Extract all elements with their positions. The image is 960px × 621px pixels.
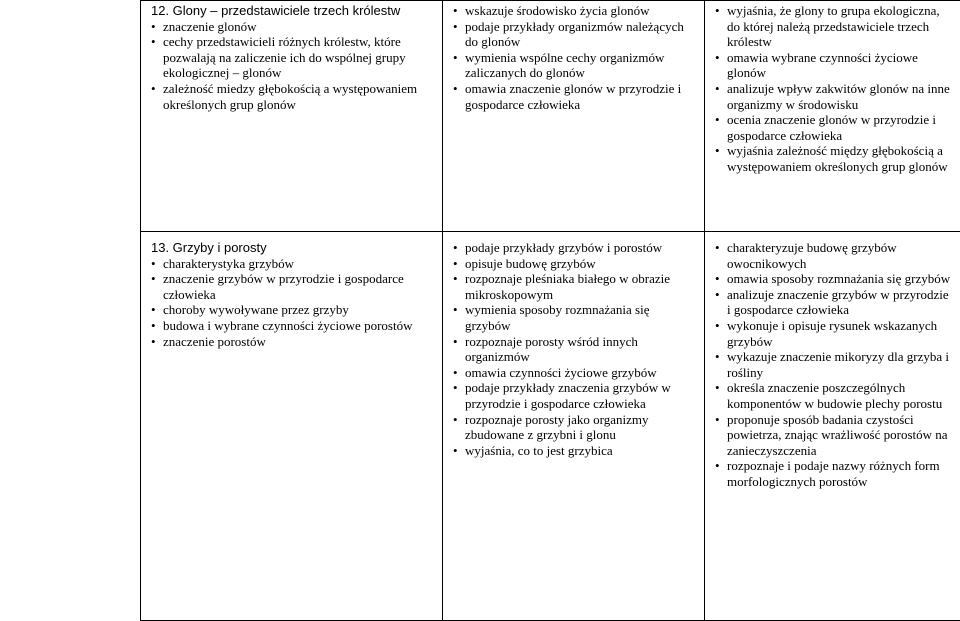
- list-item: • określa znaczenie poszczególnych komponentów w budowie plechy porostu: [715, 380, 955, 411]
- requirements-list: [715, 240, 955, 490]
- list-item: • analizuje wpływ zakwitów glonów na inne organizmy w środowisku: [715, 81, 955, 112]
- extended-requirements-cell: [705, 1, 960, 232]
- basic-requirements-cell: [443, 232, 705, 621]
- extended-requirements-cell: [705, 232, 960, 621]
- list-item: • omawia czynności życiowe grzybów: [453, 365, 698, 381]
- list-item: • rozpoznaje porosty jako organizmy zbudowane z grzybni i glonu: [453, 412, 698, 443]
- list-item: • budowa i wybrane czynności życiowe porostów: [151, 318, 436, 334]
- list-item: • omawia wybrane czynności życiowe glonów: [715, 50, 955, 81]
- list-item: • choroby wywoływane przez grzyby: [151, 302, 436, 318]
- list-item: • znaczenie grzybów w przyrodzie i gospodarce człowieka: [151, 271, 436, 302]
- topic-title: 12. Glony – przedstawiciele trzech królestw: [151, 3, 436, 19]
- content-list: [151, 256, 436, 350]
- list-item: • wyjaśnia zależność między głębokością a występowaniem określonych grup glonów: [715, 143, 955, 174]
- list-item: • podaje przykłady grzybów i porostów: [453, 240, 698, 256]
- topic-title: 13. Grzyby i porosty: [151, 240, 436, 256]
- requirements-list: [715, 3, 955, 175]
- requirements-list: [453, 3, 698, 112]
- list-item: • rozpoznaje pleśniaka białego w obrazie mikroskopowym: [453, 271, 698, 302]
- curriculum-table: [140, 0, 960, 621]
- list-item: • charakteryzuje budowę grzybów owocnikowych: [715, 240, 955, 271]
- list-item: • znaczenie glonów: [151, 19, 436, 35]
- list-item: • wykonuje i opisuje rysunek wskazanych grzybów: [715, 318, 955, 349]
- list-item: • podaje przykłady znaczenia grzybów w przyrodzie i gospodarce człowieka: [453, 380, 698, 411]
- content-list: [151, 19, 436, 113]
- list-item: • omawia znaczenie glonów w przyrodzie i gospodarce człowieka: [453, 81, 698, 112]
- list-item: • wymienia wspólne cechy organizmów zaliczanych do glonów: [453, 50, 698, 81]
- list-item: • wyjaśnia, że glony to grupa ekologiczna, do której należą przedstawiciele trzech królestw: [715, 3, 955, 50]
- list-item: • proponuje sposób badania czystości powietrza, znając wrażliwość porostów na zanieczyszczenia: [715, 412, 955, 459]
- list-item: • charakterystyka grzybów: [151, 256, 436, 272]
- list-item: • ocenia znaczenie glonów w przyrodzie i gospodarce człowieka: [715, 112, 955, 143]
- basic-requirements-cell: [443, 1, 705, 232]
- list-item: • wyjaśnia, co to jest grzybica: [453, 443, 698, 459]
- list-item: • podaje przykłady organizmów należących do glonów: [453, 19, 698, 50]
- list-item: • analizuje znaczenie grzybów w przyrodzie i gospodarce człowieka: [715, 287, 955, 318]
- list-item: • cechy przedstawicieli różnych królestw, które pozwalają na zaliczenie ich do wspólnej grupy ekologicznej – glonów: [151, 34, 436, 81]
- list-item: • opisuje budowę grzybów: [453, 256, 698, 272]
- list-item: • wskazuje środowisko życia glonów: [453, 3, 698, 19]
- table-row: [141, 1, 960, 232]
- table-row: [141, 232, 960, 621]
- list-item: • znaczenie porostów: [151, 334, 436, 350]
- requirements-list: [453, 240, 698, 458]
- list-item: • rozpoznaje i podaje nazwy różnych form morfologicznych porostów: [715, 458, 955, 489]
- list-item: • zależność miedzy głębokością a występowaniem określonych grup glonów: [151, 81, 436, 112]
- list-item: • wymienia sposoby rozmnażania się grzybów: [453, 302, 698, 333]
- topic-cell: [141, 232, 443, 621]
- topic-cell: [141, 1, 443, 232]
- list-item: • rozpoznaje porosty wśród innych organizmów: [453, 334, 698, 365]
- list-item: • omawia sposoby rozmnażania się grzybów: [715, 271, 955, 287]
- list-item: • wykazuje znaczenie mikoryzy dla grzyba i rośliny: [715, 349, 955, 380]
